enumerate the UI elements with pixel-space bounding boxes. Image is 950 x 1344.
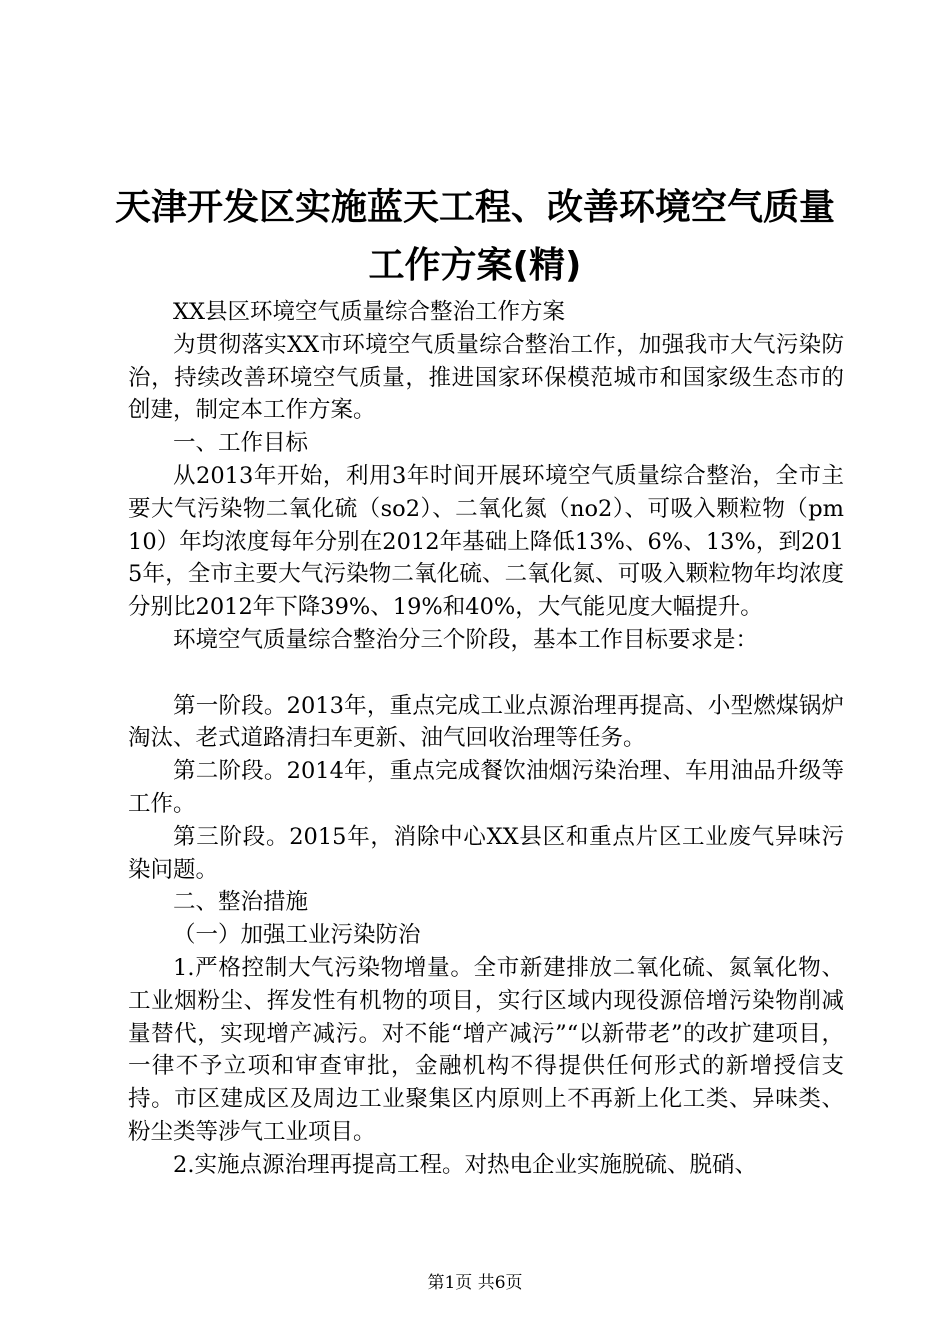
document-body	[128, 296, 844, 1182]
document-title-line-1: 天津开发区实施蓝天工程、改善环境空气质量	[114, 187, 835, 228]
subsection-heading-industrial: （一）加强工业污染防治	[173, 922, 421, 949]
measure-2-paragraph: 2.实施点源治理再提高工程。对热电企业实施脱硫、脱硝、	[173, 1151, 757, 1178]
page-footer: 第1页 共6页	[427, 1273, 523, 1293]
stage-2-paragraph: 第二阶段。2014年，重点完成餐饮油烟污染治理、车用油品升级等工作。	[128, 758, 844, 817]
section-heading-goals: 一、工作目标	[173, 430, 309, 457]
subtitle-paragraph: XX县区环境空气质量综合整治工作方案	[173, 299, 566, 325]
measure-1-paragraph: 1.严格控制大气污染物增量。全市新建排放二氧化硫、氮氧化物、工业烟粉尘、挥发性有机物的项目，实行区域内现役源倍增污染物削减量替代，实现增产减污。对不能“增产减污”“以新带老”的改扩建项目，一律不予立项和审查审批，金融机构不得提供任何形式的新增授信支持。市区建成区及周边工业聚集区内原则上不再新上化工类、异味类、粉尘类等涉气工业项目。	[128, 954, 844, 1145]
document-title-line-2: 工作方案(精)	[368, 245, 582, 286]
stage-1-paragraph: 第一阶段。2013年，重点完成工业点源治理再提高、小型燃煤锅炉淘汰、老式道路清扫车更新、油气回收治理等任务。	[128, 692, 844, 752]
stage-3-paragraph: 第三阶段。2015年，消除中心XX县区和重点片区工业废气异味污染问题。	[128, 823, 844, 883]
intro-paragraph: 为贯彻落实XX市环境空气质量综合整治工作，加强我市大气污染防治，持续改善环境空气质量，推进国家环保模范城市和国家级生态市的创建，制定本工作方案。	[128, 331, 844, 424]
goals-paragraph: 从2013年开始，利用3年时间开展环境空气质量综合整治，全市主要大气污染物二氧化硫（so2）、二氧化氮（no2）、可吸入颗粒物（pm10）年均浓度每年分别在2012年基础上降低13%、6%、13%，到2015年，全市主要大气污染物二氧化硫、二氧化氮、可吸入颗粒物年均浓度分别比2012年下降39%、19%和40%，大气能见度大幅提升。	[128, 462, 844, 621]
section-heading-measures: 二、整治措施	[173, 889, 309, 916]
stages-intro-paragraph: 环境空气质量综合整治分三个阶段，基本工作目标要求是：	[173, 626, 759, 653]
